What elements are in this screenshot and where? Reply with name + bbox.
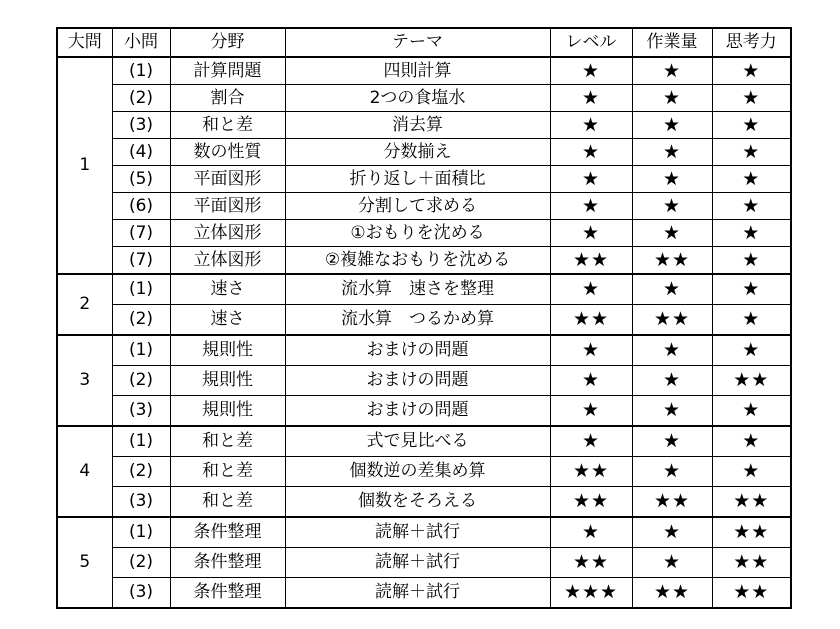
table-row [57, 274, 791, 305]
table-row [57, 112, 791, 139]
level-stars-cell: ★ [550, 139, 632, 166]
workload-stars-cell: ★ [632, 366, 712, 396]
thinking-stars-cell: ★★ [712, 487, 791, 518]
theme-cell: 個数をそろえる [285, 487, 550, 518]
sub-question-cell: (7) [112, 247, 170, 275]
header-theme: テーマ [285, 28, 550, 57]
thinking-stars-cell: ★ [712, 426, 791, 457]
header-field: 分野 [170, 28, 285, 57]
thinking-stars-cell: ★ [712, 85, 791, 112]
theme-cell: ②複雑なおもりを沈める [285, 247, 550, 275]
workload-stars-cell: ★ [632, 457, 712, 487]
theme-cell: 読解＋試行 [285, 548, 550, 578]
table-row [57, 487, 791, 518]
level-stars-cell: ★ [550, 166, 632, 193]
thinking-stars-cell: ★ [712, 305, 791, 336]
level-stars-cell: ★ [550, 57, 632, 85]
table-row [57, 457, 791, 487]
sub-question-cell: (3) [112, 487, 170, 518]
header-sub-question: 小問 [112, 28, 170, 57]
workload-stars-cell: ★ [632, 112, 712, 139]
major-question-number: 1 [57, 57, 112, 274]
theme-cell: 個数逆の差集め算 [285, 457, 550, 487]
workload-stars-cell: ★ [632, 85, 712, 112]
field-cell: 平面図形 [170, 193, 285, 220]
problem-analysis-table [56, 27, 792, 609]
field-cell: 規則性 [170, 396, 285, 427]
theme-cell: おまけの問題 [285, 335, 550, 366]
level-stars-cell: ★ [550, 274, 632, 305]
field-cell: 規則性 [170, 335, 285, 366]
theme-cell: 消去算 [285, 112, 550, 139]
workload-stars-cell: ★★ [632, 578, 712, 609]
workload-stars-cell: ★ [632, 396, 712, 427]
table-row [57, 220, 791, 247]
major-question-number: 5 [57, 517, 112, 608]
field-cell: 立体図形 [170, 220, 285, 247]
level-stars-cell: ★★ [550, 457, 632, 487]
sub-question-cell: (2) [112, 457, 170, 487]
major-question-number: 3 [57, 335, 112, 426]
major-question-number: 2 [57, 274, 112, 335]
thinking-stars-cell: ★ [712, 193, 791, 220]
thinking-stars-cell: ★★ [712, 517, 791, 548]
field-cell: 規則性 [170, 366, 285, 396]
table-row [57, 578, 791, 609]
field-cell: 割合 [170, 85, 285, 112]
theme-cell: おまけの問題 [285, 366, 550, 396]
workload-stars-cell: ★ [632, 193, 712, 220]
table-row [57, 166, 791, 193]
header-row [57, 28, 791, 57]
thinking-stars-cell: ★ [712, 457, 791, 487]
workload-stars-cell: ★★ [632, 487, 712, 518]
field-cell: 数の性質 [170, 139, 285, 166]
sub-question-cell: (2) [112, 305, 170, 336]
level-stars-cell: ★★ [550, 247, 632, 275]
sub-question-cell: (3) [112, 396, 170, 427]
sub-question-cell: (7) [112, 220, 170, 247]
level-stars-cell: ★ [550, 396, 632, 427]
sub-question-cell: (6) [112, 193, 170, 220]
theme-cell: 読解＋試行 [285, 578, 550, 609]
field-cell: 条件整理 [170, 578, 285, 609]
workload-stars-cell: ★ [632, 57, 712, 85]
thinking-stars-cell: ★ [712, 220, 791, 247]
level-stars-cell: ★ [550, 193, 632, 220]
field-cell: 立体図形 [170, 247, 285, 275]
workload-stars-cell: ★★ [632, 247, 712, 275]
header-thinking: 思考力 [712, 28, 791, 57]
major-question-number: 4 [57, 426, 112, 517]
table-row [57, 548, 791, 578]
workload-stars-cell: ★★ [632, 305, 712, 336]
thinking-stars-cell: ★★ [712, 366, 791, 396]
field-cell: 速さ [170, 305, 285, 336]
header-major-question: 大問 [57, 28, 112, 57]
sub-question-cell: (2) [112, 548, 170, 578]
table-row [57, 139, 791, 166]
thinking-stars-cell: ★ [712, 112, 791, 139]
thinking-stars-cell: ★ [712, 166, 791, 193]
table-row [57, 517, 791, 548]
thinking-stars-cell: ★ [712, 335, 791, 366]
theme-cell: 流水算 つるかめ算 [285, 305, 550, 336]
sub-question-cell: (2) [112, 85, 170, 112]
header-level: レベル [550, 28, 632, 57]
theme-cell: 折り返し＋面積比 [285, 166, 550, 193]
table-row [57, 396, 791, 427]
level-stars-cell: ★ [550, 517, 632, 548]
sub-question-cell: (5) [112, 166, 170, 193]
level-stars-cell: ★ [550, 220, 632, 247]
sub-question-cell: (1) [112, 517, 170, 548]
thinking-stars-cell: ★★ [712, 578, 791, 609]
field-cell: 平面図形 [170, 166, 285, 193]
level-stars-cell: ★ [550, 335, 632, 366]
thinking-stars-cell: ★ [712, 247, 791, 275]
thinking-stars-cell: ★ [712, 139, 791, 166]
theme-cell: ①おもりを沈める [285, 220, 550, 247]
theme-cell: 分割して求める [285, 193, 550, 220]
table-row [57, 85, 791, 112]
field-cell: 和と差 [170, 426, 285, 457]
theme-cell: 式で見比べる [285, 426, 550, 457]
workload-stars-cell: ★ [632, 139, 712, 166]
thinking-stars-cell: ★ [712, 57, 791, 85]
thinking-stars-cell: ★ [712, 396, 791, 427]
level-stars-cell: ★★ [550, 305, 632, 336]
level-stars-cell: ★ [550, 366, 632, 396]
workload-stars-cell: ★ [632, 426, 712, 457]
table-row [57, 366, 791, 396]
sub-question-cell: (2) [112, 366, 170, 396]
thinking-stars-cell: ★★ [712, 548, 791, 578]
sub-question-cell: (4) [112, 139, 170, 166]
table-row [57, 335, 791, 366]
level-stars-cell: ★ [550, 85, 632, 112]
table-row [57, 193, 791, 220]
field-cell: 条件整理 [170, 517, 285, 548]
level-stars-cell: ★ [550, 112, 632, 139]
field-cell: 和と差 [170, 487, 285, 518]
workload-stars-cell: ★ [632, 548, 712, 578]
header-workload: 作業量 [632, 28, 712, 57]
thinking-stars-cell: ★ [712, 274, 791, 305]
field-cell: 速さ [170, 274, 285, 305]
field-cell: 計算問題 [170, 57, 285, 85]
sub-question-cell: (1) [112, 335, 170, 366]
theme-cell: 分数揃え [285, 139, 550, 166]
field-cell: 条件整理 [170, 548, 285, 578]
workload-stars-cell: ★ [632, 274, 712, 305]
theme-cell: 四則計算 [285, 57, 550, 85]
level-stars-cell: ★★ [550, 487, 632, 518]
field-cell: 和と差 [170, 112, 285, 139]
table-row [57, 426, 791, 457]
field-cell: 和と差 [170, 457, 285, 487]
sub-question-cell: (3) [112, 578, 170, 609]
workload-stars-cell: ★ [632, 220, 712, 247]
level-stars-cell: ★★ [550, 548, 632, 578]
theme-cell: 流水算 速さを整理 [285, 274, 550, 305]
workload-stars-cell: ★ [632, 166, 712, 193]
theme-cell: 読解＋試行 [285, 517, 550, 548]
table-row [57, 247, 791, 275]
table-row [57, 305, 791, 336]
level-stars-cell: ★★★ [550, 578, 632, 609]
theme-cell: 2つの食塩水 [285, 85, 550, 112]
theme-cell: おまけの問題 [285, 396, 550, 427]
workload-stars-cell: ★ [632, 335, 712, 366]
table-body [57, 57, 791, 608]
workload-stars-cell: ★ [632, 517, 712, 548]
level-stars-cell: ★ [550, 426, 632, 457]
sub-question-cell: (1) [112, 274, 170, 305]
sub-question-cell: (1) [112, 57, 170, 85]
sub-question-cell: (1) [112, 426, 170, 457]
sub-question-cell: (3) [112, 112, 170, 139]
table-row [57, 57, 791, 85]
